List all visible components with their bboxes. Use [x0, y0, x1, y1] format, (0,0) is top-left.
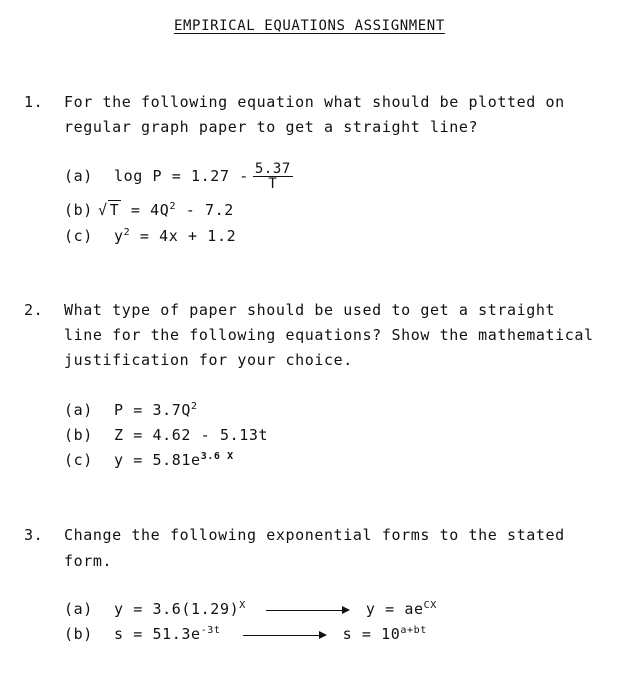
exponent: 2: [191, 401, 198, 412]
question-3b: [64, 625, 427, 643]
exponent: 3.6 X: [200, 451, 234, 462]
question-2b-equation: Z = 4.62 - 5.13t: [114, 426, 269, 444]
question-1c-label: (c): [64, 227, 93, 245]
question-1b-rhs-tail: - 7.2: [176, 201, 234, 219]
question-1a-equation: log P = 1.27 -: [114, 167, 249, 185]
exponent: CX: [423, 600, 437, 611]
question-3b-label: (b): [64, 625, 93, 643]
exponent: 2: [123, 227, 131, 238]
question-1c-var: y: [114, 227, 124, 245]
question-1c: [64, 227, 236, 245]
question-1c-rhs: = 4x + 1.2: [130, 227, 237, 245]
radicand: T: [109, 201, 120, 219]
question-1-text-line-1: For the following equation what should be plotted on: [64, 93, 565, 111]
right-arrow-icon: [266, 605, 350, 615]
question-3-text-line-1: Change the following exponential forms to the stated: [64, 526, 565, 544]
question-2a-label: (a): [64, 401, 93, 419]
question-2b-label: (b): [64, 426, 93, 444]
exponent: X: [239, 600, 246, 611]
question-2a: [64, 401, 198, 419]
right-arrow-icon: [243, 630, 327, 640]
question-1-number: 1.: [24, 93, 44, 111]
exponent: 2: [169, 201, 177, 212]
question-3a-target: y = ae: [365, 600, 424, 618]
fraction-denominator: T: [268, 176, 278, 192]
question-3a-label: (a): [64, 600, 93, 618]
question-2-text-line-2: line for the following equations? Show the mathematical: [64, 326, 594, 344]
question-3b-equation: s = 51.3e: [114, 625, 201, 643]
question-3-number: 3.: [24, 526, 44, 544]
question-1b-rhs: = 4Q: [121, 201, 170, 219]
exponent: -3t: [200, 625, 221, 636]
question-2b: [64, 426, 268, 444]
radical-sign-icon: √: [98, 201, 108, 219]
question-3-text-line-2: form.: [64, 552, 113, 570]
page-title: EMPIRICAL EQUATIONS ASSIGNMENT: [174, 18, 445, 34]
question-2c-label: (c): [64, 451, 93, 469]
question-1b-label: (b): [64, 201, 93, 219]
fraction: [253, 162, 293, 191]
question-1a: [64, 162, 293, 191]
question-2-number: 2.: [24, 301, 44, 319]
question-2-text-line-1: What type of paper should be used to get a straight: [64, 301, 556, 319]
question-3b-target: s = 10: [342, 625, 401, 643]
square-root: [98, 201, 121, 219]
question-3a-equation: y = 3.6(1.29): [114, 600, 240, 618]
question-1-text-line-2: regular graph paper to get a straight line?: [64, 118, 479, 136]
question-1b: [64, 201, 234, 219]
question-2c: [64, 451, 234, 469]
question-3a: [64, 600, 437, 618]
fraction-numerator: 5.37: [254, 161, 291, 177]
exponent: a+bt: [400, 625, 427, 636]
question-2a-equation: P = 3.7Q: [114, 401, 192, 419]
question-2-text-line-3: justification for your choice.: [64, 351, 353, 369]
question-2c-equation: y = 5.81e: [114, 451, 201, 469]
question-1a-label: (a): [64, 167, 93, 185]
